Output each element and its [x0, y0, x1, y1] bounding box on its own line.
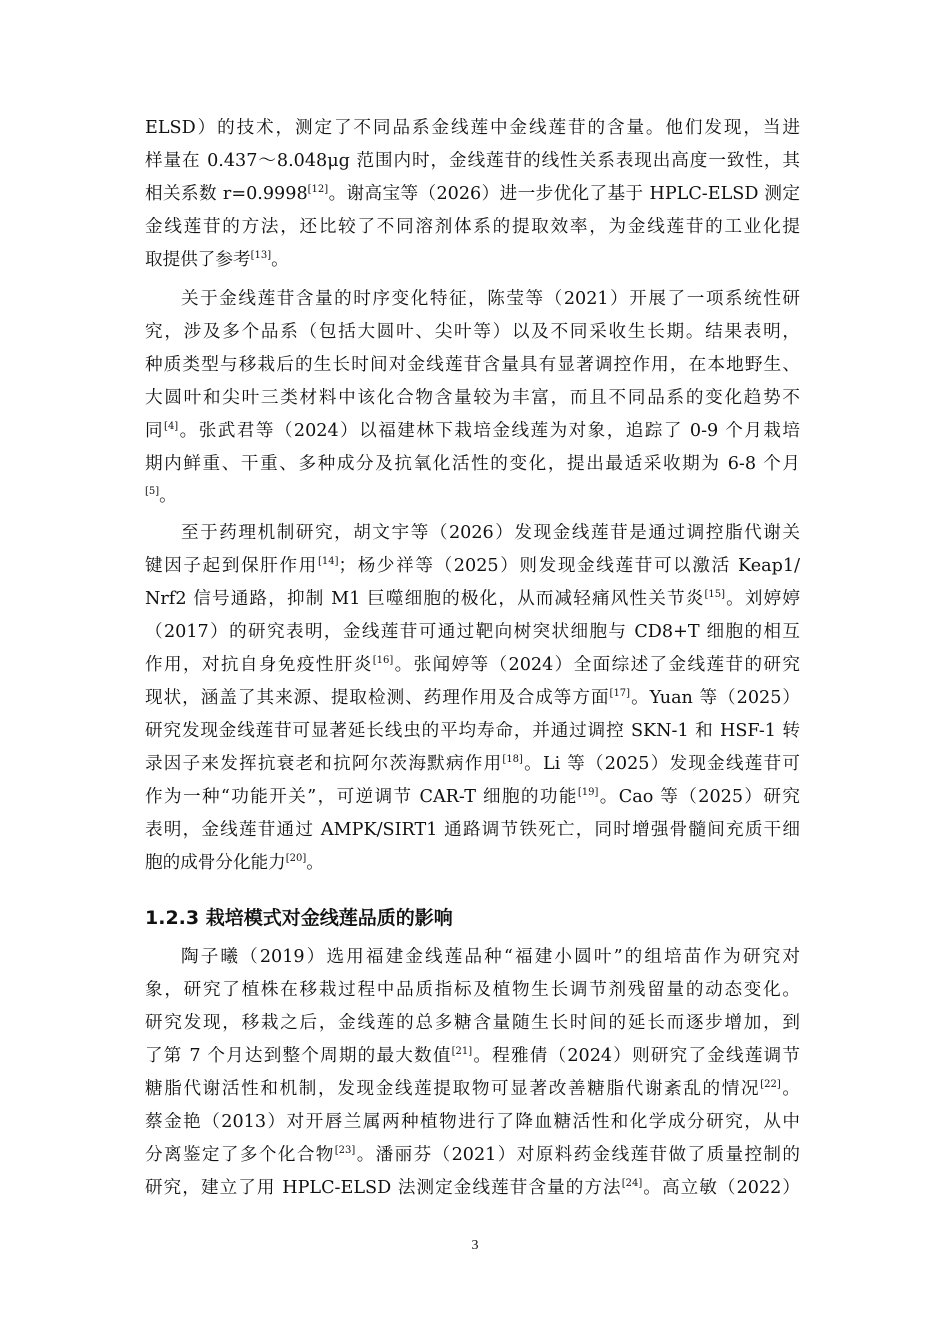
text-line: 作为一种“功能开关”，可逆调节 CAR-T 细胞的功能[19]。Cao 等（2025）研究 [145, 787, 800, 807]
citation-ref: [12] [307, 184, 329, 195]
citation-ref: [14] [317, 556, 339, 567]
text-line: 取提供了参考[13]。 [145, 250, 289, 270]
citation-ref: [4] [164, 421, 179, 432]
citation-ref: [18] [502, 754, 523, 765]
text-line: 大圆叶和尖叶三类材料中该化合物含量较为丰富，而且不同品系的变化趋势不 [145, 388, 800, 408]
citation-ref: [24] [621, 1178, 643, 1189]
citation-ref: [20] [285, 853, 307, 864]
text-line: 作用，对抗自身免疫性肝炎[16]。张闻婷等（2024）全面综述了金线莲苷的研究 [145, 655, 800, 675]
text-line: 现状，涵盖了其来源、提取检测、药理作用及合成等方面[17]。Yuan 等（2025） [145, 688, 800, 708]
text-line: 究，涉及多个品系（包括大圆叶、尖叶等）以及不同采收生长期。结果表明， [145, 322, 800, 342]
citation-ref: [21] [451, 1046, 473, 1057]
text-line: 胞的成骨分化能力[20]。 [145, 853, 324, 873]
citation-ref: [17] [609, 688, 631, 699]
section-heading: 1.2.3 栽培模式对金线莲品质的影响 [145, 907, 453, 929]
text-line: Nrf2 信号通路，抑制 M1 巨噬细胞的极化，从而减轻痛风性关节炎[15]。刘婷婷 [145, 589, 800, 609]
text-line: 象，研究了植株在移栽过程中品质指标及植物生长调节剂残留量的动态变化。 [145, 980, 800, 1000]
text-line: 期内鲜重、干重、多种成分及抗氧化活性的变化，提出最适采收期为 6-8 个月 [145, 454, 800, 474]
citation-ref: [22] [760, 1079, 781, 1090]
citation-ref: [16] [372, 655, 394, 666]
page-number: 3 [471, 1238, 479, 1253]
text-line: 样量在 0.437～8.048μg 范围内时，金线莲苷的线性关系表现出高度一致性，其 [145, 151, 800, 171]
text-line: 分离鉴定了多个化合物[23]。潘丽芬（2021）对原料药金线莲苷做了质量控制的 [145, 1145, 800, 1165]
text-line: 研究，建立了用 HPLC-ELSD 法测定金线莲苷含量的方法[24]。高立敏（2022） [145, 1178, 800, 1198]
citation-ref: [5] [145, 486, 160, 497]
citation-ref: [23] [334, 1145, 356, 1156]
text-line: 种质类型与移栽后的生长时间对金线莲苷含量具有显著调控作用，在本地野生、 [145, 355, 800, 375]
text-line: 相关系数 r=0.9998[12]。谢高宝等（2026）进一步优化了基于 HPLC-ELSD 测定 [145, 184, 800, 204]
citation-ref: [19] [577, 787, 599, 798]
text-line: 蔡金艳（2013）对开唇兰属两种植物进行了降血糖活性和化学成分研究，从中 [145, 1112, 800, 1132]
text-line: 录因子来发挥抗衰老和抗阿尔茨海默病作用[18]。Li 等（2025）发现金线莲苷可 [145, 754, 800, 774]
citation-ref: [13] [250, 250, 272, 261]
text-line: 糖脂代谢活性和机制，发现金线莲提取物可显著改善糖脂代谢紊乱的情况[22]。 [145, 1079, 800, 1099]
text-line: （2017）的研究表明，金线莲苷可通过靶向树突状细胞与 CD8+T 细胞的相互 [145, 622, 800, 642]
text-line: ELSD）的技术，测定了不同品系金线莲中金线莲苷的含量。他们发现，当进 [145, 118, 800, 138]
text-line: 关于金线莲苷含量的时序变化特征，陈莹等（2021）开展了一项系统性研 [181, 289, 800, 309]
text-line: 至于药理机制研究，胡文宇等（2026）发现金线莲苷是通过调控脂代谢关 [181, 523, 800, 543]
text-line: 研究发现金线莲苷可显著延长线虫的平均寿命，并通过调控 SKN-1 和 HSF-1 转 [145, 721, 800, 741]
text-line: 金线莲苷的方法，还比较了不同溶剂体系的提取效率，为金线莲苷的工业化提 [145, 217, 800, 237]
text-line: 表明，金线莲苷通过 AMPK/SIRT1 通路调节铁死亡，同时增强骨髓间充质干细 [145, 820, 800, 840]
text-line: 陶子曦（2019）选用福建金线莲品种“福建小圆叶”的组培苗作为研究对 [181, 947, 800, 967]
text-line: 研究发现，移栽之后，金线莲的总多糖含量随生长时间的延长而逐步增加，到 [145, 1013, 800, 1033]
text-line: 同[4]。张武君等（2024）以福建林下栽培金线莲为对象，追踪了 0-9 个月栽培 [145, 421, 800, 441]
text-line: 了第 7 个月达到整个周期的最大数值[21]。程雅倩（2024）则研究了金线莲调节 [145, 1046, 800, 1066]
text-line: 键因子起到保肝作用[14]；杨少祥等（2025）则发现金线莲苷可以激活 Keap1/ [145, 556, 800, 576]
text-line: [5]。 [145, 486, 177, 506]
citation-ref: [15] [704, 589, 726, 600]
